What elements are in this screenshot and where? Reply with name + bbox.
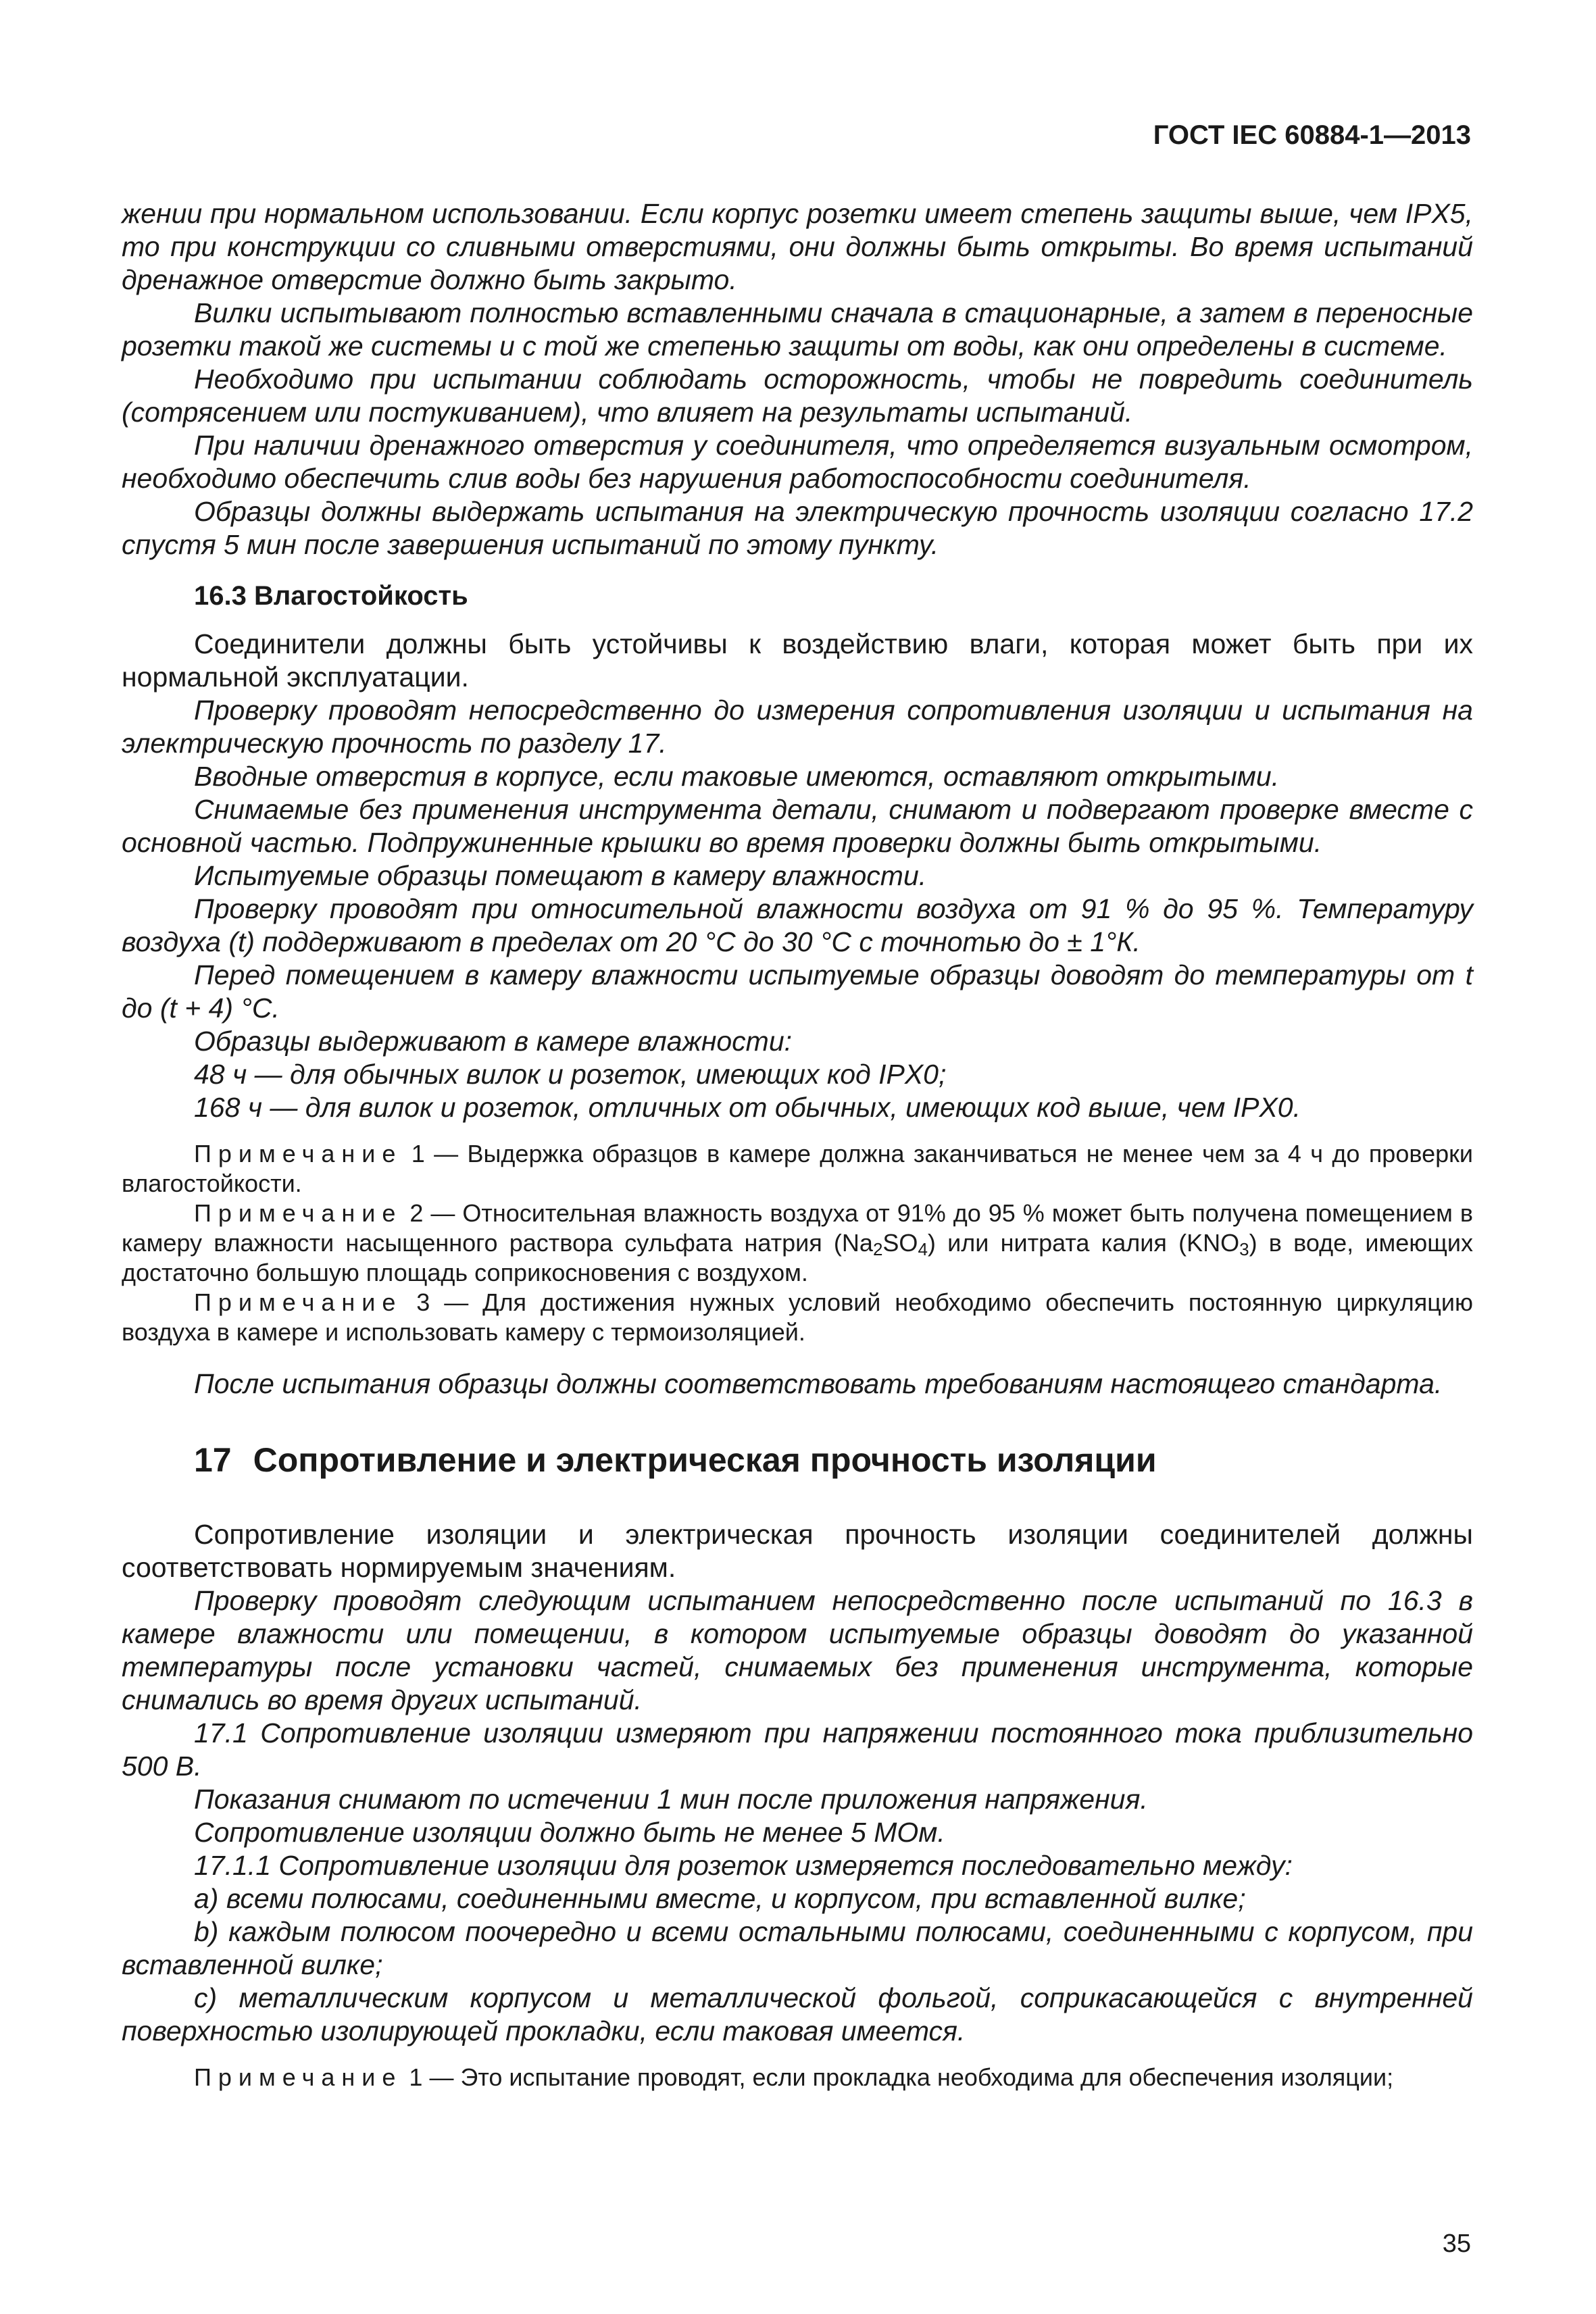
paragraph: Снимаемые без применения инструмента детали, снимают и подвергают проверке вместе с основной частью. Подпружиненные крышки во время проверки должны быть открытыми.: [122, 794, 1473, 858]
note-2: [122, 1199, 1473, 1288]
paragraph: После испытания образцы должны соответствовать требованиям настоящего стандарта.: [194, 1368, 1443, 1399]
paragraph: Испытуемые образцы помещают в камеру влажности.: [194, 860, 927, 891]
paragraph: Перед помещением в камеру влажности испытуемые образцы доводят до температуры от t до (t + 4) °С.: [122, 959, 1473, 1024]
paragraph: Соединители должны быть устойчивы к воздействию влаги, которая может быть при их нормальной эксплуатации.: [122, 628, 1473, 693]
note-number: 2: [409, 1199, 424, 1227]
note-label: Примечание: [194, 2063, 403, 2091]
note-text: ) или нитрата калия (KNO: [927, 1229, 1240, 1257]
paragraph: Сопротивление изоляции должно быть не менее 5 МОм.: [194, 1817, 945, 1848]
subscript: 3: [1239, 1239, 1249, 1259]
section-number: 17: [194, 1441, 232, 1479]
note-text: SO: [882, 1229, 918, 1257]
paragraph: Проверку проводят следующим испытанием непосредственно после испытаний по 16.3 в камере влажности или помещении, в котором испытуемые образцы доводят до указанной температуры после установки частей, снимаемых без применения инструмента, которые снимались во время других испытаний.: [122, 1585, 1473, 1715]
paragraph: 17.1.1 Сопротивление изоляции для розеток измеряется последовательно между:: [194, 1850, 1293, 1881]
note-3: [122, 1288, 1473, 1347]
paragraph: b) каждым полюсом поочередно и всеми остальными полюсами, соединенными с корпусом, при вставленной вилке;: [122, 1916, 1473, 1980]
section-heading-17: [194, 1440, 1473, 1480]
note-number: 1: [409, 2063, 423, 2091]
note-17-1: [122, 2063, 1473, 2092]
paragraph: Показания снимают по истечении 1 мин после приложения напряжения.: [194, 1784, 1148, 1815]
notes-block: [122, 1139, 1473, 1347]
subscript: 4: [918, 1239, 928, 1259]
paragraph: Проверку проводят при относительной влажности воздуха от 91 % до 95 %. Температуру воздуха (t) поддерживают в пределах от 20 °С до 30 °С с точнотью до ± 1°К.: [122, 893, 1473, 957]
note-label: Примечание: [194, 1140, 403, 1167]
paragraph: c) металлическим корпусом и металлической фольгой, соприкасающейся с внутренней поверхностью изолирующей прокладки, если таковая имеется.: [122, 1982, 1473, 2046]
note-1: [122, 1139, 1473, 1199]
note-text: — Для достижения нужных условий необходимо обеспечить постоянную циркуляцию воздуха в камере и использовать камеру с термоизоляцией.: [122, 1288, 1473, 1346]
note-text: — Выдержка образцов в камере должна заканчиваться не менее чем за 4 ч до проверки влагостойкости.: [122, 1140, 1473, 1197]
section-title: Сопротивление и электрическая прочность изоляции: [253, 1441, 1157, 1479]
page-content: [122, 197, 1473, 2092]
note-text: — Относительная влажность воздуха от 91% до 95 % может быть получена помещением в камеру влажности насыщенного раствора сульфата натрия (Na: [122, 1199, 1473, 1257]
note-number: 1: [411, 1140, 425, 1167]
page-number: 35: [1442, 2230, 1471, 2258]
subscript: 2: [872, 1239, 883, 1259]
paragraph: 48 ч — для обычных вилок и розеток, имеющих код IPX0;: [194, 1059, 947, 1090]
note-number: 3: [416, 1288, 430, 1316]
paragraph: 17.1 Сопротивление изоляции измеряют при напряжении постоянного тока приблизительно 500 В.: [122, 1717, 1473, 1782]
note-label: Примечание: [194, 1199, 403, 1227]
note-text: ) в воде, имеющих достаточно большую площадь соприкосновения с воздухом.: [122, 1229, 1473, 1286]
note-label: Примечание: [194, 1288, 403, 1316]
paragraph: Вводные отверстия в корпусе, если таковые имеются, оставляют открытыми.: [194, 761, 1280, 792]
paragraph: Образцы выдерживают в камере влажности:: [194, 1026, 793, 1057]
paragraph: Сопротивление изоляции и электрическая прочность изоляции соединителей должны соответствовать нормируемым значениям.: [122, 1519, 1473, 1583]
paragraph: При наличии дренажного отверстия у соединителя, что определяется визуальным осмотром, необходимо обеспечить слив воды без нарушения работоспособности соединителя.: [122, 430, 1473, 494]
paragraph: а) всеми полюсами, соединенными вместе, и корпусом, при вставленной вилке;: [194, 1883, 1246, 1914]
paragraph: 168 ч — для вилок и розеток, отличных от обычных, имеющих код выше, чем IPX0.: [194, 1092, 1301, 1123]
paragraph: Проверку проводят непосредственно до измерения сопротивления изоляции и испытания на электрическую прочность по разделу 17.: [122, 695, 1473, 759]
paragraph: жении при нормальном использовании. Если корпус розетки имеет степень защиты выше, чем IPX5, то при конструкции со сливными отверстиями, они должны быть открыты. Во время испытаний дренажное отверстие должно быть закрыто.: [122, 198, 1473, 295]
notes-block: [122, 2063, 1473, 2092]
paragraph: Образцы должны выдержать испытания на электрическую прочность изоляции согласно 17.2 спустя 5 мин после завершения испытаний по этому пункту.: [122, 496, 1473, 560]
note-text: — Это испытание проводят, если прокладка необходима для обеспечения изоляции;: [429, 2063, 1394, 2091]
section-heading-16-3: 16.3 Влагостойкость: [194, 581, 468, 611]
document-id: ГОСТ IEC 60884-1—2013: [1153, 120, 1471, 150]
paragraph: Необходимо при испытании соблюдать осторожность, чтобы не повредить соединитель (сотрясением или постукиванием), что влияет на результаты испытаний.: [122, 363, 1473, 428]
paragraph: Вилки испытывают полностью вставленными сначала в стационарные, а затем в переносные розетки такой же системы и с той же степенью защиты от воды, как они определены в системе.: [122, 297, 1473, 361]
